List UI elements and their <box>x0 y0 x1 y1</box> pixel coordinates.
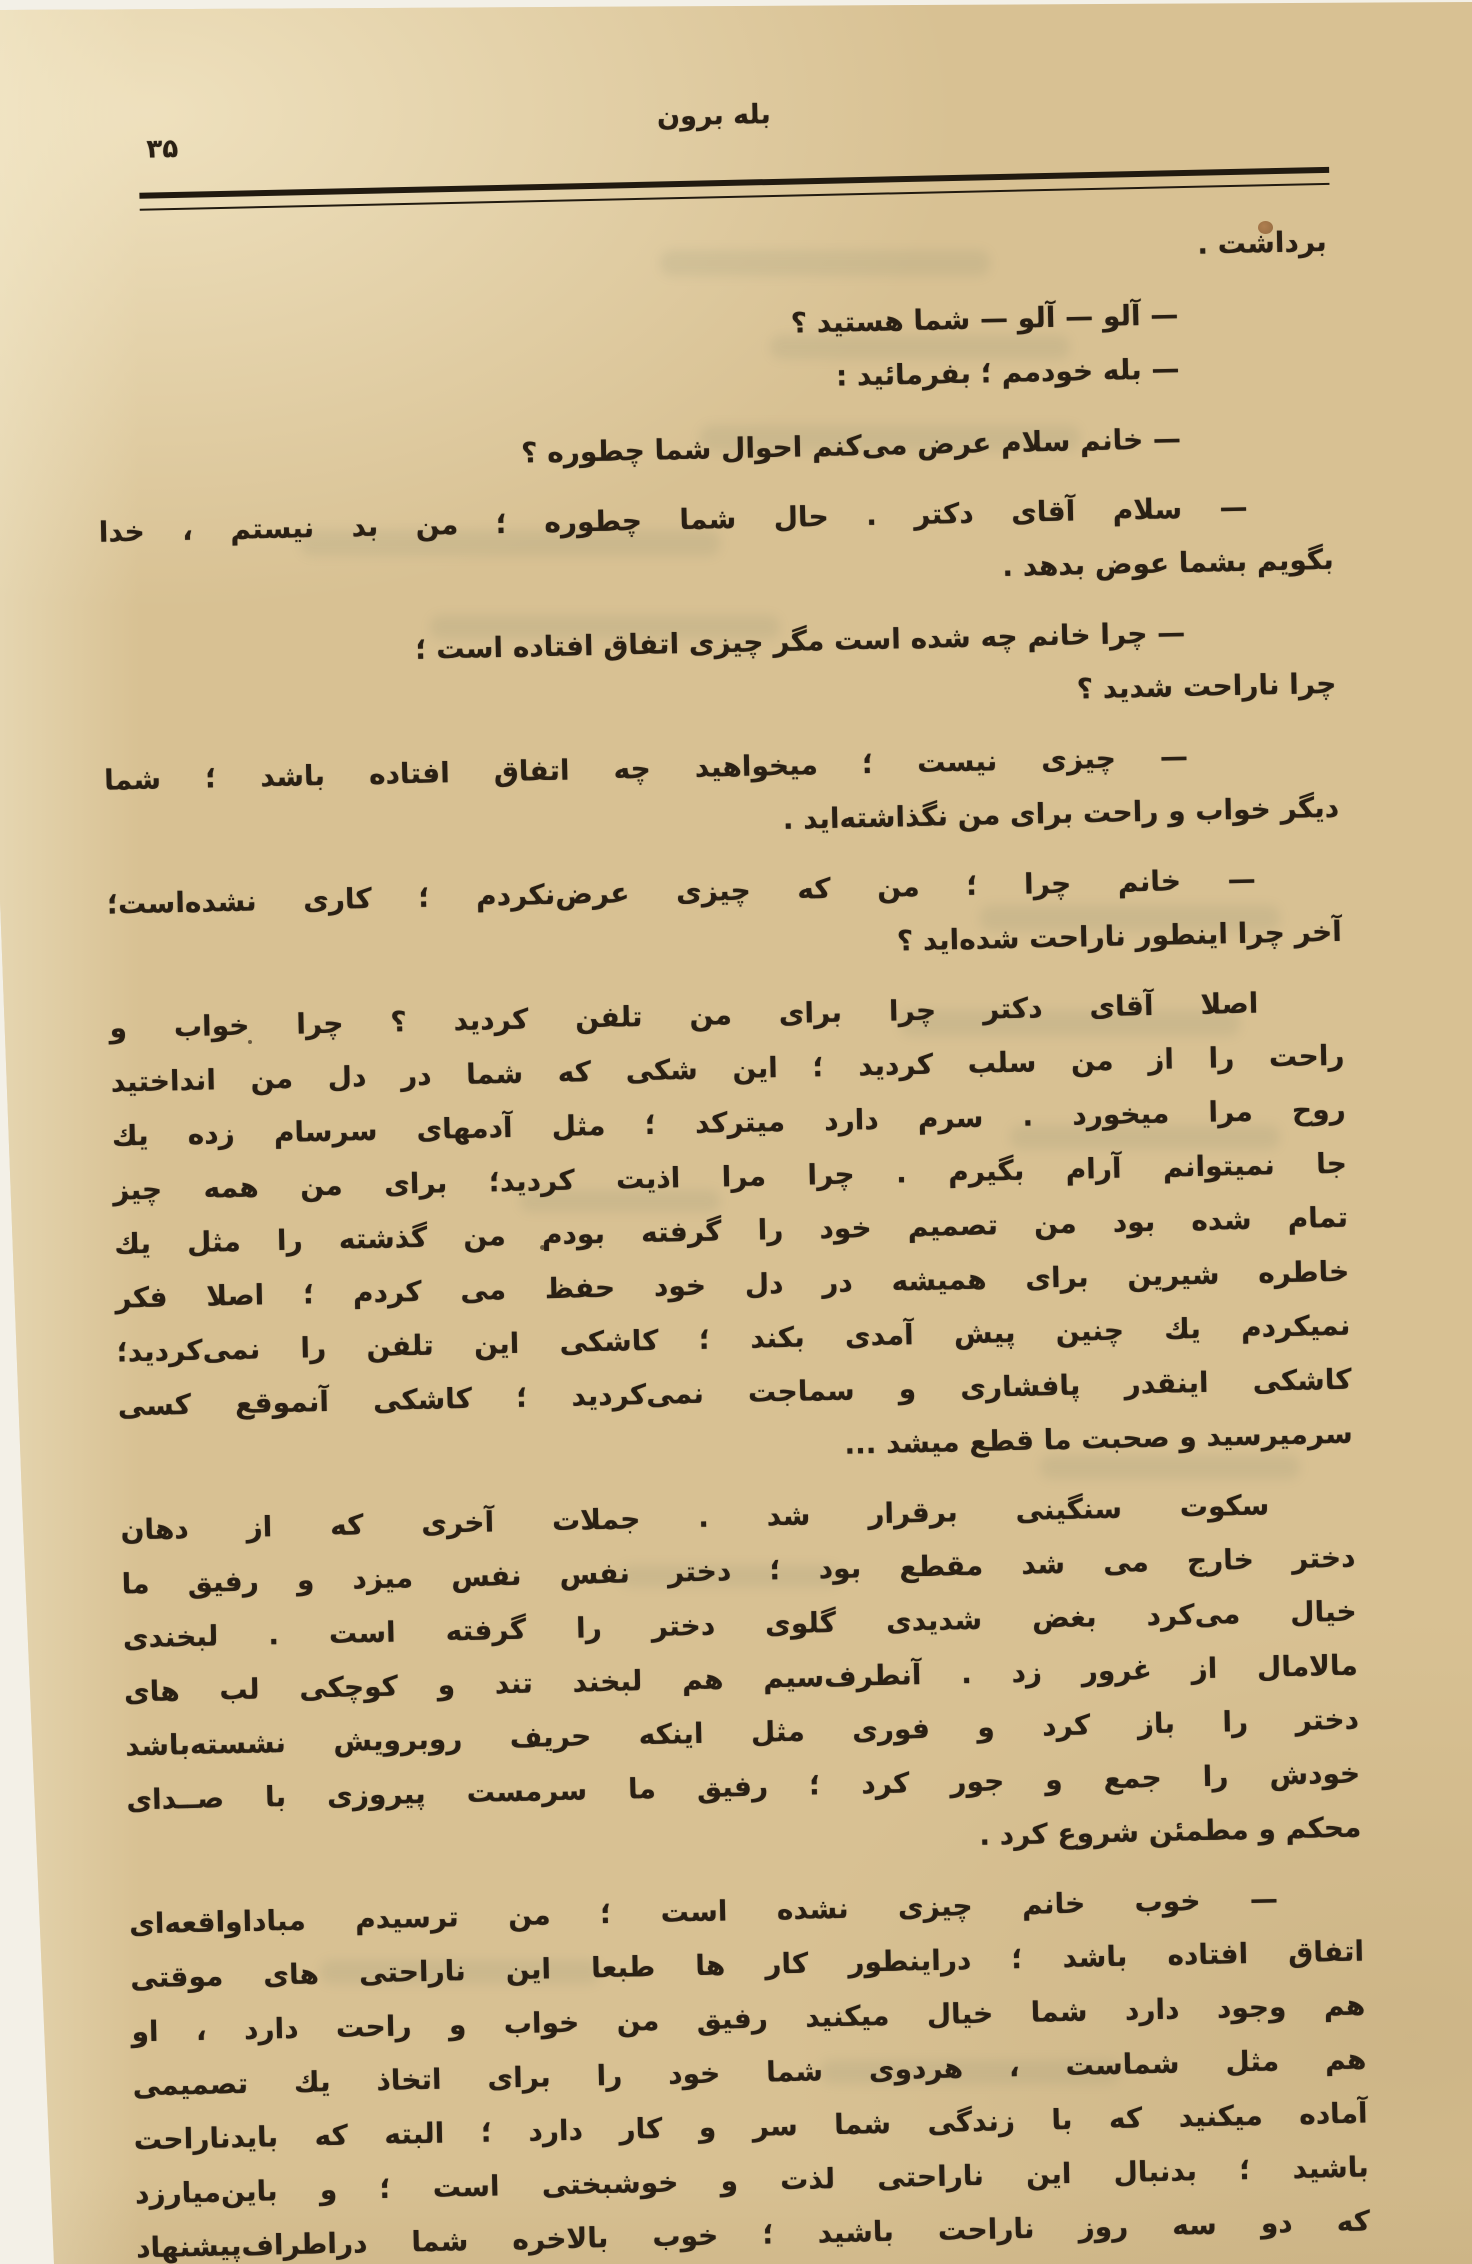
text-line: — چیزی نیست ؛ میخواهید چه اتفاق افتاده باشد ؛ شما <box>103 740 1189 797</box>
text-line: — بله خودمم ؛ بفرمائید : <box>835 352 1180 393</box>
text-line: روح مرا میخورد . سرم دارد میترکد ؛ مثل آدمهای سرسام زده یك <box>111 1092 1347 1153</box>
text-line: هم مثل شماست ، هردوی شما خود را برای اتخاذ یك تصمیمی <box>132 2042 1367 2103</box>
text-line: تمام شده بود من تصمیم خود را گرفته بودم من گذشته را مثل یك <box>113 1200 1349 1261</box>
text-line: سرمیرسید و صحبت ما قطع میشد ... <box>844 1416 1354 1461</box>
text-line: سکوت سنگینی برقرار شد . جملات آخری که از دهان <box>120 1488 1270 1547</box>
text-line: خاطره شیرین برای همیشه در دل خود حفظ می کردم ؛ اصلا فکر <box>115 1254 1350 1315</box>
text-line: نمیکردم یك چنین پیش آمدی بکند ؛ کاشکی این تلفن را نمی‌کردید؛ <box>116 1308 1351 1369</box>
page-number: ۳۵ <box>146 133 179 165</box>
text-line: مالامال از غرور زد . آنطرف‌سیم هم لبخند تند و کوچکی لب های <box>123 1648 1359 1709</box>
header-rule <box>139 167 1329 211</box>
text-line: که دو سه روز ناراحت باشید ؛ خوب بالاخره شما دراطراف‌پیشنهاد <box>135 2204 1371 2264</box>
text-line: خیال می‌کرد بغض شدیدی گلوی دختر را گرفته است . لبخندی <box>122 1594 1357 1655</box>
text-line: محکم و مطمئن شروع کرد . <box>978 1810 1362 1852</box>
page-header-title: بله برون <box>656 99 771 133</box>
text-line: آخر چرا اینطور ناراحت شده‌اید ؟ <box>896 914 1343 958</box>
text-line: باشید ؛ بدنبال این ناراحتی لذت و خوشبختی است ؛ و باین‌میارزد <box>134 2150 1370 2211</box>
text-line: — چرا خانم چه شده است مگر چیزی اتفاق افتاده است ؛ <box>414 616 1186 666</box>
text-line: خودش را جمع و جور کرد ؛ رفیق ما سرمست پیروزی با صــدای <box>126 1756 1361 1817</box>
text-line: جا نمیتوانم آرام بگیرم . چرا مرا اذیت کردید؛ برای من همه چیز <box>112 1146 1348 1207</box>
text-line: راحت را از من سلب کردید ؛ این شکی که شما در دل من انداختید <box>110 1038 1345 1099</box>
text-line: — خانم سلام عرض می‌کنم احوال شما چطوره ؟ <box>520 422 1182 470</box>
text-line: دختر را باز کرد و فوری مثل اینکه حریف روبرویش نشسته‌باشد <box>124 1702 1360 1763</box>
text-line: هم وجود دارد شما خیال میکنید رفیق من خواب و راحت دارد ، او <box>131 1988 1366 2049</box>
body-text <box>92 215 1370 2264</box>
text-line: — آلو — آلو — شما هستید ؟ <box>790 298 1179 340</box>
text-line: — خانم چرا ؛ من که چیزی عرض‌نکردم ؛ کاری نشده‌است؛ <box>106 862 1256 921</box>
text-line: برداشت . <box>1196 224 1328 261</box>
text-line: — خوب خانم چیزی نشده است ؛ من ترسیدم مباداواقعه‌ای <box>128 1882 1279 1941</box>
text-line: دیگر خواب و راحت برای من نگذاشته‌اید . <box>782 790 1340 836</box>
text-line: بگویم بشما عوض بدهد . <box>1001 542 1335 584</box>
text-line: چرا ناراحت شدید ؟ <box>1076 666 1337 706</box>
text-line: اصلا آقای دکتر چرا برای من تلفن کردید ؟ چرا خواب و <box>109 986 1259 1045</box>
text-line: دختر خارج می شد مقطع بود ؛ دختر نفس نفس میزد و رفیق ما <box>121 1540 1356 1601</box>
text-line: اتفاق افتاده باشد ؛ دراینطور کار ها طبعا این ناراحتی های موقتی <box>129 1934 1365 1995</box>
text-line: آماده میکنید که با زندگی شما سر و کار دارد ؛ البته که بایدناراحت <box>133 2096 1368 2157</box>
text-line: — سلام آقای دکتر . حال شما چطوره ؛ من بد نیستم ، خدا <box>98 490 1248 549</box>
text-line: کاشکی اینقدر پافشاری و سماجت نمی‌کردید ؛ کاشکی آنموقع کسی <box>117 1362 1352 1423</box>
